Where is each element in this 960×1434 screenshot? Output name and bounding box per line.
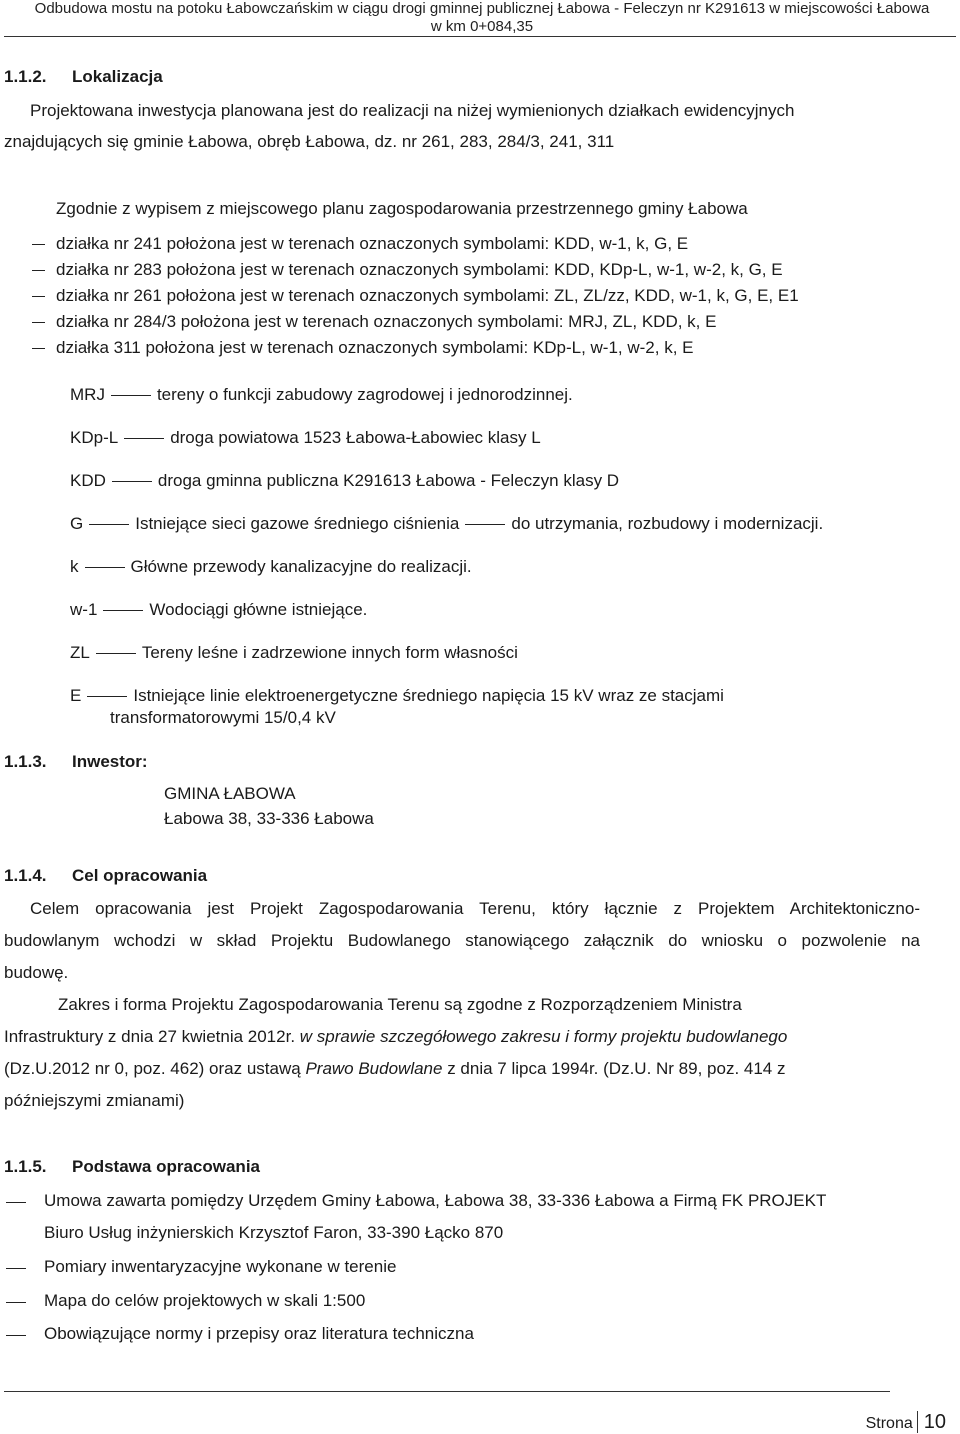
dash-bullet	[32, 270, 45, 271]
header-line-2: w km 0+084,35	[430, 18, 534, 35]
plot-241: działka nr 241 położona jest w terenach oznaczonych symbolami: KDD, w-1, k, G, E	[56, 234, 689, 253]
scope-text: Infrastruktury z dnia 27 kwietnia 2012r.	[4, 1027, 300, 1046]
legend-description: tereny o funkcji zabudowy zagrodowej i jednorodzinnej.	[156, 385, 573, 404]
investor-address: Łabowa 38, 33-336 Łabowa	[164, 809, 374, 828]
section-112-title: Lokalizacja	[72, 67, 163, 86]
section-115-title: Podstawa opracowania	[72, 1157, 260, 1176]
page-number: 10	[917, 1411, 946, 1433]
legend-symbol: G	[70, 514, 84, 533]
plot-261: działka nr 261 położona jest w terenach oznaczonych symbolami: ZL, ZL/zz, KDD, w-1, k, G, E, E1	[56, 286, 799, 305]
em-dash	[103, 610, 143, 611]
dash-bullet	[6, 1202, 26, 1203]
legend-e	[70, 686, 724, 706]
legend-symbol: E	[70, 686, 82, 705]
legend-symbol: k	[70, 557, 79, 576]
scope-line-1: Zakres i forma Projektu Zagospodarowania Terenu są zgodne z Rozporządzeniem Ministra	[58, 995, 742, 1014]
legend-zl	[70, 643, 518, 663]
regulation-title: w sprawie szczegółowego zakresu i formy projektu budowlanego	[299, 1027, 788, 1046]
dash-bullet	[32, 244, 45, 245]
legend-symbol: w-1	[70, 600, 98, 619]
legend-kdd	[70, 471, 619, 491]
legend-description: Istniejące sieci gazowe średniego ciśnienia	[135, 514, 460, 533]
header-line-1: Odbudowa mostu na potoku Łabowczańskim w ciągu drogi gminnej publicznej Łabowa - Feleczyn nr K291613 w miejscowości Łabowa	[34, 0, 930, 17]
legend-description: Tereny leśne i zadrzewione innych form własności	[141, 643, 518, 662]
dash-bullet	[32, 348, 45, 349]
em-dash	[85, 567, 125, 568]
location-paragraph-2: znajdujących się gminie Łabowa, obręb Łabowa, dz. nr 261, 283, 284/3, 241, 311	[4, 132, 615, 151]
basis-item-1-cont: Biuro Usług inżynierskich Krzysztof Faron, 33-390 Łącko 870	[44, 1223, 504, 1242]
legend-description: droga gminna publiczna K291613 Łabowa - Feleczyn klasy D	[157, 471, 620, 490]
location-paragraph-1: Projektowana inwestycja planowana jest do realizacji na niżej wymienionych działkach ewidencyjnych	[30, 101, 795, 120]
em-dash	[112, 481, 152, 482]
section-114-title: Cel opracowania	[72, 866, 208, 885]
plot-283: działka nr 283 położona jest w terenach oznaczonych symbolami: KDD, KDp-L, w-1, w-2, k, G, E	[56, 260, 783, 279]
header-rule	[4, 36, 956, 37]
legend-mrj	[70, 385, 573, 405]
scope-line-3	[4, 1059, 785, 1079]
legend-description: Wodociągi główne istniejące.	[149, 600, 368, 619]
legend-symbol: MRJ	[70, 385, 105, 404]
legend-symbol: ZL	[70, 643, 90, 662]
legend-description-2: do utrzymania, rozbudowy i modernizacji.	[511, 514, 824, 533]
legend-e-continuation: transformatorowymi 15/0,4 kV	[110, 708, 336, 727]
legend-symbol: KDD	[70, 471, 106, 490]
legend-g	[70, 514, 823, 534]
em-dash	[87, 696, 127, 697]
dash-bullet	[32, 296, 45, 297]
em-dash	[89, 524, 129, 525]
act-title: Prawo Budowlane	[305, 1059, 443, 1078]
purpose-line-3: budowę.	[4, 963, 69, 982]
dash-bullet	[6, 1302, 26, 1303]
purpose-line-1: Celem opracowania jest Projekt Zagospodarowania Terenu, który łącznie z Projektem Architektoniczno-	[30, 899, 920, 918]
footer-rule	[4, 1391, 890, 1392]
em-dash	[96, 653, 136, 654]
page-label: Strona	[865, 1415, 913, 1432]
section-115-number: 1.1.5.	[4, 1157, 47, 1176]
scope-text: (Dz.U.2012 nr 0, poz. 462) oraz ustawą	[4, 1059, 306, 1078]
basis-item-2: Pomiary inwentaryzacyjne wykonane w terenie	[44, 1257, 397, 1276]
page-footer	[866, 1411, 946, 1434]
em-dash	[111, 395, 151, 396]
scope-line-4: późniejszymi zmianami)	[4, 1091, 185, 1110]
scope-text-end: z dnia 7 lipca 1994r. (Dz.U. Nr 89, poz. 414 z	[442, 1059, 786, 1078]
em-dash	[465, 524, 505, 525]
zoning-intro: Zgodnie z wypisem z miejscowego planu zagospodarowania przestrzennego gminy Łabowa	[56, 199, 748, 218]
legend-description: Główne przewody kanalizacyjne do realizacji.	[130, 557, 472, 576]
plot-284-3: działka nr 284/3 położona jest w terenach oznaczonych symbolami: MRJ, ZL, KDD, k, E	[56, 312, 717, 331]
legend-symbol: KDp-L	[70, 428, 119, 447]
legend-w-1	[70, 600, 367, 620]
legend-kdp-l	[70, 428, 541, 448]
section-112-number: 1.1.2.	[4, 67, 47, 86]
em-dash	[124, 438, 164, 439]
plot-311: działka 311 położona jest w terenach oznaczonych symbolami: KDp-L, w-1, w-2, k, E	[56, 338, 694, 357]
dash-bullet	[6, 1335, 26, 1336]
basis-item-3: Mapa do celów projektowych w skali 1:500	[44, 1291, 366, 1310]
investor-name: GMINA ŁABOWA	[164, 784, 296, 803]
dash-bullet	[6, 1268, 26, 1269]
purpose-line-2: budowlanym wchodzi w skład Projektu Budowlanego stanowiącego załącznik do wniosku o pozwolenie na	[4, 931, 920, 950]
basis-item-1: Umowa zawarta pomiędzy Urzędem Gminy Łabowa, Łabowa 38, 33-336 Łabowa a Firmą FK PROJEKT	[44, 1191, 827, 1210]
legend-description: droga powiatowa 1523 Łabowa-Łabowiec klasy L	[170, 428, 541, 447]
legend-k	[70, 557, 472, 577]
section-113-title: Inwestor:	[72, 752, 148, 771]
scope-line-2	[4, 1027, 787, 1047]
section-113-number: 1.1.3.	[4, 752, 47, 771]
section-114-number: 1.1.4.	[4, 866, 47, 885]
running-header	[8, 0, 956, 36]
dash-bullet	[32, 322, 45, 323]
legend-description: Istniejące linie elektroenergetyczne średniego napięcia 15 kV wraz ze stacjami	[133, 686, 724, 705]
basis-item-4: Obowiązujące normy i przepisy oraz literatura techniczna	[44, 1324, 474, 1343]
